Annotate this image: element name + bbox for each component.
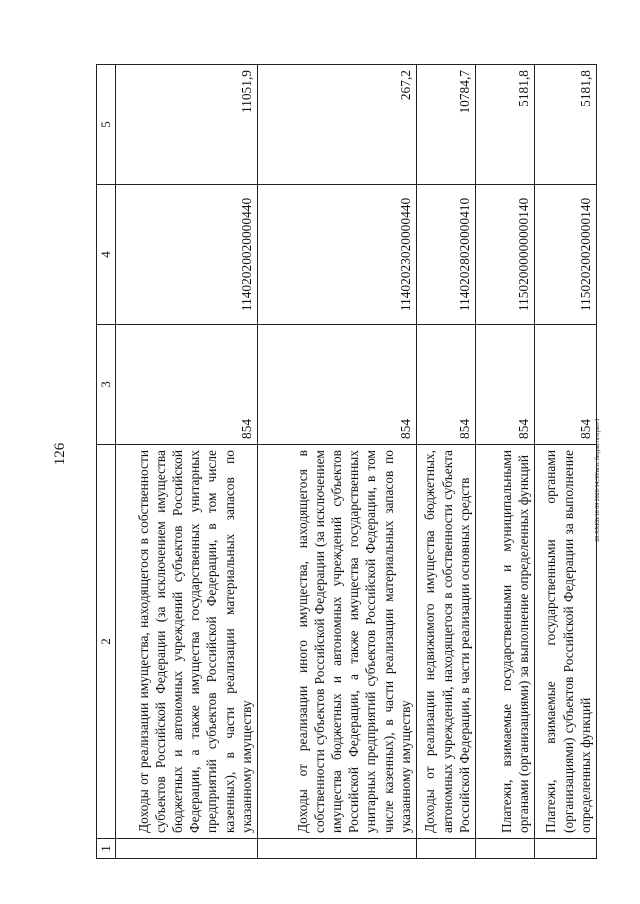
table-row	[116, 65, 258, 859]
budget-code-cell: 11402020020000440	[116, 185, 258, 325]
admin-code-cell: 854	[535, 325, 597, 445]
document-footer-code: 20.XXEB/18 09 2020/14:30/исп. бюджета-прил-1	[595, 418, 601, 542]
revenue-table	[96, 64, 597, 859]
amount-cell: 267,2	[258, 65, 417, 185]
table-header-row	[97, 65, 116, 859]
row-number-cell	[535, 839, 597, 859]
admin-code-cell: 854	[476, 325, 535, 445]
admin-code-cell: 854	[258, 325, 417, 445]
budget-code-cell: 11402028020000410	[417, 185, 476, 325]
description-cell: Платежи, взимаемые государственными и муниципальными органами (организациями) за выполнение определенных функций	[476, 445, 535, 839]
header-col-1: 1	[97, 839, 116, 859]
amount-cell: 5181,8	[535, 65, 597, 185]
header-col-4: 4	[97, 185, 116, 325]
budget-code-cell: 11502000000000140	[476, 185, 535, 325]
description-cell: Доходы от реализации недвижимого имущества бюджетных, автономных учреждений, находящегося в собственности субъекта Российской Федерации, в части реализации основных средств	[417, 445, 476, 839]
description-cell: Доходы от реализации иного имущества, находящегося в собственности субъектов Российской Федерации (за исключением имущества бюджетных и автономных учреждений субъектов Российской Федерации, а также имущества государственных унитарных предприятий субъектов Российской Федерации, в том числе казенных), в части реализации материальных запасов по указанному имуществу	[258, 445, 417, 839]
budget-code-cell: 11502020020000140	[535, 185, 597, 325]
amount-cell: 5181,8	[476, 65, 535, 185]
header-col-2: 2	[97, 445, 116, 839]
table-row	[417, 65, 476, 859]
row-number-cell	[258, 839, 417, 859]
row-number-cell	[116, 839, 258, 859]
budget-code-cell: 11402023020000440	[258, 185, 417, 325]
row-number-cell	[417, 839, 476, 859]
amount-cell: 11051,9	[116, 65, 258, 185]
table-row	[476, 65, 535, 859]
table-row	[535, 65, 597, 859]
table-row	[258, 65, 417, 859]
table-container	[96, 65, 593, 859]
rotated-table	[96, 65, 593, 859]
page-number: 126	[51, 442, 68, 466]
header-col-5: 5	[97, 65, 116, 185]
description-cell: Доходы от реализации имущества, находящегося в собственности субъектов Российской Федерации (за исключением имущества бюджетных и автономных учреждений субъектов Российской Федерации, а также имущества государственных унитарных предприятий субъектов Российской Федерации, в том числе казенных), в части реализации материальных запасов по указанному имуществу	[116, 445, 258, 839]
description-cell: Платежи, взимаемые государственными органами (организациями) субъектов Российской Федерации за выполнение определенных функций	[535, 445, 597, 839]
admin-code-cell: 854	[116, 325, 258, 445]
header-col-3: 3	[97, 325, 116, 445]
amount-cell: 10784,7	[417, 65, 476, 185]
admin-code-cell: 854	[417, 325, 476, 445]
row-number-cell	[476, 839, 535, 859]
